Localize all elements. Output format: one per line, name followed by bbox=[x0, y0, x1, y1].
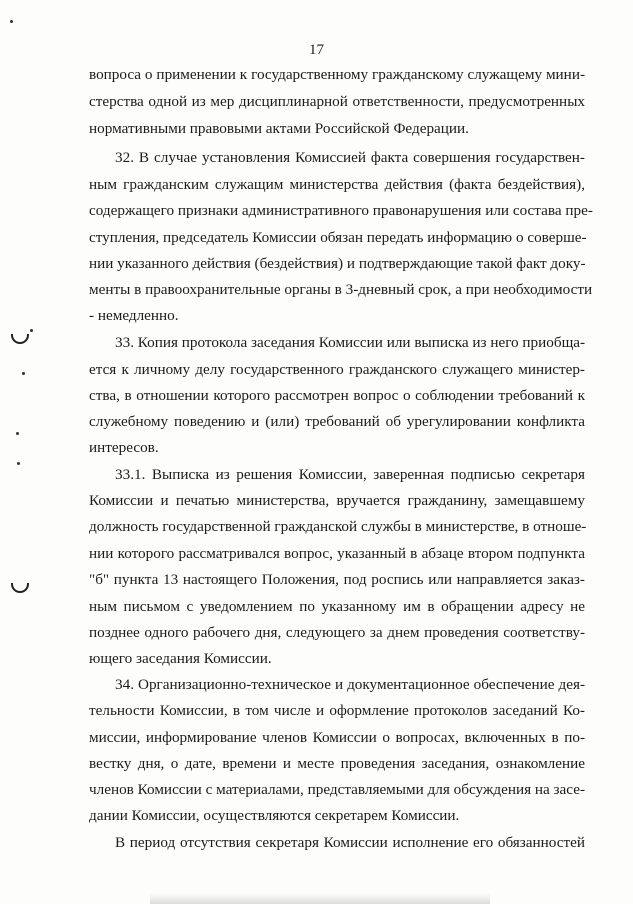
text-line: ным гражданским служащим министерства действия (факта бездействия), bbox=[89, 176, 585, 193]
text-line: нии указанного действия (бездействия) и подтверждающие такой факт доку- bbox=[89, 255, 586, 272]
scan-dot-mark bbox=[17, 462, 20, 465]
scan-dot-mark bbox=[30, 329, 33, 332]
text-line: 33. Копия протокола заседания Комиссии или выписка из него приобща- bbox=[115, 334, 586, 351]
text-line: должность государственной гражданской службы в министерстве, в отноше- bbox=[89, 518, 587, 535]
text-line: менты в правоохранительные органы в 3-дневный срок, а при необходимости bbox=[89, 281, 593, 298]
scan-dot-mark bbox=[10, 20, 13, 23]
text-line: ющего заседания Комиссии. bbox=[89, 650, 272, 667]
text-line: нии которого рассматривался вопрос, указанный в абзаце втором подпункта bbox=[89, 545, 585, 562]
text-line: Комиссии и печатью министерства, вручается гражданину, замещавшему bbox=[89, 492, 585, 509]
text-line: ным письмом с уведомлением по указанному им в обращении адресу не bbox=[89, 598, 585, 615]
text-line: тельности Комиссии, в том числе и оформление протоколов заседаний Ко- bbox=[89, 702, 585, 719]
text-line: интересов. bbox=[89, 439, 159, 456]
text-line: позднее одного рабочего дня, следующего за днем проведения соответству- bbox=[89, 624, 585, 641]
text-line: 34. Организационно-техническое и документационное обеспечение дея- bbox=[115, 676, 585, 693]
text-line: содержащего признаки административного правонарушения или состава пре- bbox=[89, 202, 593, 219]
text-line: членов Комиссии с материалами, представляемыми для обсуждения на засе- bbox=[89, 781, 586, 798]
text-line: нормативными правовыми актами Российской Федерации. bbox=[89, 120, 469, 137]
text-line: ства, в отношении которого рассмотрен вопрос о соблюдении требований к bbox=[89, 387, 585, 404]
scan-bottom-shadow bbox=[150, 893, 490, 904]
text-line: 32. В случае установления Комиссией факта совершения государствен- bbox=[115, 149, 585, 166]
text-line: дании Комиссии, осуществляются секретарем Комиссии. bbox=[89, 807, 460, 824]
text-line: ступления, председатель Комиссии обязан передать информацию о соверше- bbox=[89, 229, 587, 246]
text-line: вопроса о применении к государственному гражданскому служащему мини- bbox=[89, 66, 585, 83]
text-line: служебному поведению и (или) требований об урегулировании конфликта bbox=[89, 413, 585, 430]
punch-hole-mark bbox=[11, 334, 29, 344]
text-line: 33.1. Выписка из решения Комиссии, заверенная подписью секретаря bbox=[115, 466, 585, 483]
punch-hole-mark bbox=[11, 583, 29, 593]
text-line: стерства одной из мер дисциплинарной ответственности, предусмотренных bbox=[89, 93, 585, 110]
text-line: вестку дня, о дате, времени и месте проведения заседания, ознакомление bbox=[89, 755, 585, 772]
text-line: "б" пункта 13 настоящего Положения, под роспись или направляется заказ- bbox=[89, 571, 585, 588]
text-line: ется к личному делу государственного гражданского служащего министер- bbox=[89, 361, 585, 378]
text-line: - немедленно. bbox=[89, 307, 179, 324]
scan-dot-mark bbox=[16, 432, 19, 435]
text-line: миссии, информирование членов Комиссии о вопросах, включенных в по- bbox=[89, 729, 585, 746]
text-line: В период отсутствия секретаря Комиссии исполнение его обязанностей bbox=[115, 834, 585, 851]
scan-dot-mark bbox=[22, 372, 25, 375]
page-number: 17 bbox=[309, 42, 324, 58]
